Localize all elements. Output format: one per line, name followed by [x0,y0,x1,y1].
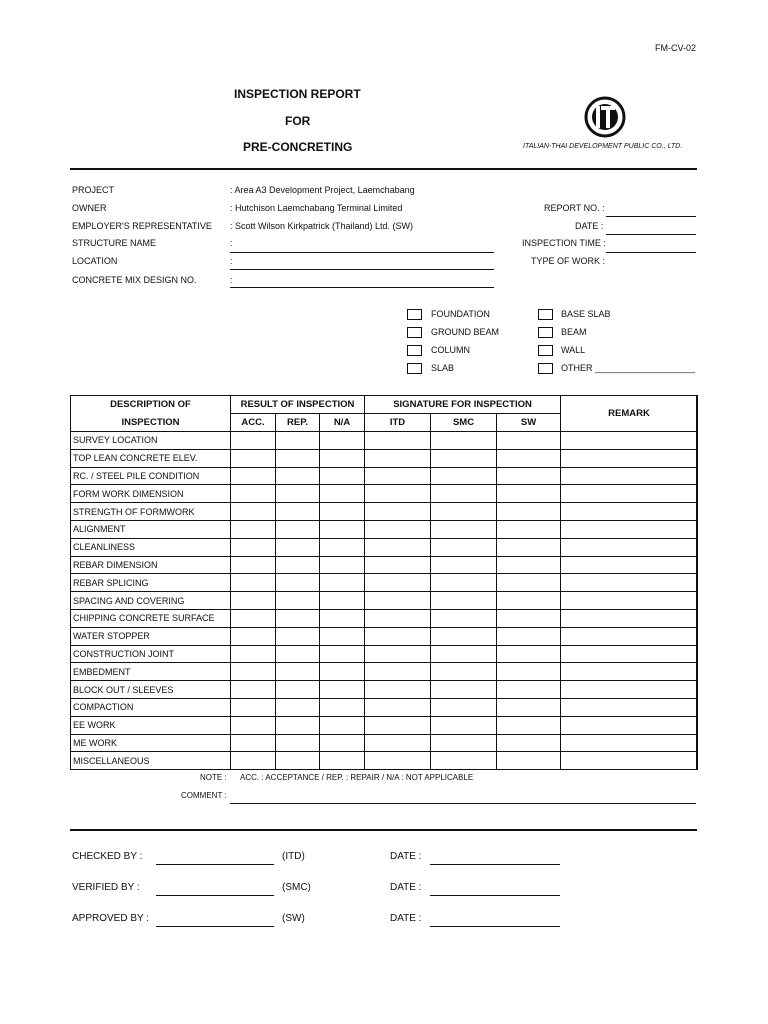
wall-checkbox[interactable] [538,345,553,356]
itd-signature-cell[interactable] [365,485,431,503]
remark-cell[interactable] [561,485,698,503]
itd-signature-cell[interactable] [365,432,431,450]
date-label: DATE : [575,221,604,231]
smc-signature-cell[interactable] [431,663,497,681]
na-cell[interactable] [320,698,365,716]
smc-signature-cell[interactable] [431,698,497,716]
description-header: DESCRIPTION OF [71,396,231,414]
inspection-item-label: CHIPPING CONCRETE SURFACE [71,609,231,627]
itd-signature-cell[interactable] [365,538,431,556]
verified-by-org: (SMC) [282,882,311,893]
itd-signature-cell[interactable] [365,716,431,734]
inspection-item-label: BLOCK OUT / SLEEVES [71,681,231,699]
itd-signature-cell[interactable] [365,520,431,538]
table-row [71,432,698,450]
beam-checkbox[interactable] [538,327,553,338]
remark-cell[interactable] [561,609,698,627]
smc-signature-cell[interactable] [431,449,497,467]
structure-name-field[interactable]: : [230,238,233,248]
inspection-item-label: STRENGTH OF FORMWORK [71,503,231,521]
sw-signature-cell[interactable] [497,449,561,467]
report-subtitle: PRE-CONCRETING [243,140,353,154]
smc-signature-cell[interactable] [431,734,497,752]
sw-signature-cell[interactable] [497,503,561,521]
column-label: COLUMN [431,345,471,355]
inspection-time-field[interactable] [606,252,696,253]
itd-header: ITD [365,414,431,432]
approved-date-label: DATE : [390,913,422,924]
company-logo-icon [584,96,626,138]
signature-header: SIGNATURE FOR INSPECTION [365,396,561,414]
na-cell[interactable] [320,627,365,645]
rep-cell[interactable] [276,609,320,627]
remark-cell[interactable] [561,627,698,645]
sw-signature-cell[interactable] [497,716,561,734]
remark-cell[interactable] [561,449,698,467]
ground-beam-checkbox[interactable] [407,327,422,338]
checked-by-org: (ITD) [282,851,305,862]
rep-cell[interactable] [276,698,320,716]
inspection-item-label: CLEANLINESS [71,538,231,556]
inspection-item-label: WATER STOPPER [71,627,231,645]
na-cell[interactable] [320,503,365,521]
rep-cell[interactable] [276,485,320,503]
table-row [71,467,698,485]
sw-signature-cell[interactable] [497,681,561,699]
mix-design-field[interactable]: : [230,275,233,285]
checked-by-label: CHECKED BY : [72,851,143,862]
itd-signature-cell[interactable] [365,449,431,467]
na-cell[interactable] [320,432,365,450]
sw-signature-cell[interactable] [497,627,561,645]
smc-signature-cell[interactable] [431,681,497,699]
form-code: FM-CV-02 [655,43,697,53]
table-row [71,752,698,770]
smc-signature-cell[interactable] [431,432,497,450]
comment-field[interactable] [230,803,696,804]
table-row [71,609,698,627]
location-field[interactable]: : [230,256,233,266]
rep-cell[interactable] [276,716,320,734]
foundation-checkbox[interactable] [407,309,422,320]
na-cell[interactable] [320,609,365,627]
acc-cell[interactable] [231,467,276,485]
rep-cell[interactable] [276,627,320,645]
sw-signature-cell[interactable] [497,663,561,681]
remark-cell[interactable] [561,503,698,521]
remark-cell[interactable] [561,663,698,681]
inspection-item-label: REBAR SPLICING [71,574,231,592]
acc-cell[interactable] [231,556,276,574]
inspection-item-label: RC. / STEEL PILE CONDITION [71,467,231,485]
sw-signature-cell[interactable] [497,538,561,556]
remark-cell[interactable] [561,538,698,556]
table-row [71,645,698,663]
inspection-time-label: INSPECTION TIME : [522,238,606,248]
type-of-work-label: TYPE OF WORK : [531,256,606,266]
na-cell[interactable] [320,485,365,503]
remark-header: REMARK [561,396,698,432]
remark-cell[interactable] [561,681,698,699]
other-checkbox[interactable] [538,363,553,374]
acc-cell[interactable] [231,432,276,450]
inspection-item-label: SPACING AND COVERING [71,592,231,610]
inspection-item-label: COMPACTION [71,698,231,716]
remark-cell[interactable] [561,716,698,734]
itd-signature-cell[interactable] [365,627,431,645]
inspection-item-label: SURVEY LOCATION [71,432,231,450]
smc-header: SMC [431,414,497,432]
na-cell[interactable] [320,716,365,734]
itd-signature-cell[interactable] [365,698,431,716]
rep-header: REP. [276,414,320,432]
smc-signature-cell[interactable] [431,716,497,734]
itd-signature-cell[interactable] [365,503,431,521]
base-slab-label: BASE SLAB [561,309,611,319]
smc-signature-cell[interactable] [431,645,497,663]
na-cell[interactable] [320,449,365,467]
company-name: ITALIAN-THAI DEVELOPMENT PUBLIC CO., LTD. [523,143,683,150]
sw-signature-cell[interactable] [497,734,561,752]
verified-by-field[interactable] [156,895,274,896]
sw-signature-cell[interactable] [497,467,561,485]
wall-label: WALL [561,345,586,355]
acc-cell[interactable] [231,592,276,610]
inspection-item-label: ALIGNMENT [71,520,231,538]
approved-by-label: APPROVED BY : [72,913,150,924]
smc-signature-cell[interactable] [431,556,497,574]
itd-signature-cell[interactable] [365,645,431,663]
inspection-item-label: EMBEDMENT [71,663,231,681]
rep-cell[interactable] [276,520,320,538]
owner-value: : Hutchison Laemchabang Terminal Limited [230,203,403,213]
rep-cell[interactable] [276,432,320,450]
acc-cell[interactable] [231,752,276,770]
smc-signature-cell[interactable] [431,574,497,592]
employer-rep-label: EMPLOYER'S REPRESENTATIVE [72,221,212,231]
inspection-item-label: EE WORK [71,716,231,734]
rep-cell[interactable] [276,467,320,485]
acc-cell[interactable] [231,663,276,681]
note-text: ACC. : ACCEPTANCE / REP. : REPAIR / N/A : NOT APPLICABLE [240,773,474,782]
rep-cell[interactable] [276,681,320,699]
acc-cell[interactable] [231,449,276,467]
rep-cell[interactable] [276,574,320,592]
result-header: RESULT OF INSPECTION [231,396,365,414]
smc-signature-cell[interactable] [431,520,497,538]
rep-cell[interactable] [276,503,320,521]
na-cell[interactable] [320,681,365,699]
column-checkbox[interactable] [407,345,422,356]
itd-signature-cell[interactable] [365,681,431,699]
acc-cell[interactable] [231,681,276,699]
employer-rep-value: : Scott Wilson Kirkpatrick (Thailand) Ltd. (SW) [230,221,414,231]
smc-signature-cell[interactable] [431,592,497,610]
acc-cell[interactable] [231,645,276,663]
smc-signature-cell[interactable] [431,485,497,503]
table-row [71,503,698,521]
rep-cell[interactable] [276,538,320,556]
na-cell[interactable] [320,734,365,752]
inspection-item-label: FORM WORK DIMENSION [71,485,231,503]
foundation-label: FOUNDATION [431,309,490,319]
rep-cell[interactable] [276,592,320,610]
inspection-item-label: MISCELLANEOUS [71,752,231,770]
rep-cell[interactable] [276,645,320,663]
rep-cell[interactable] [276,449,320,467]
inspection-table [70,395,698,770]
table-row [71,574,698,592]
table-row [71,681,698,699]
na-cell[interactable] [320,467,365,485]
structure-name-label: STRUCTURE NAME [72,238,157,248]
date-field[interactable] [606,234,696,235]
acc-header: ACC. [231,414,276,432]
sw-signature-cell[interactable] [497,645,561,663]
smc-signature-cell[interactable] [431,467,497,485]
table-row [71,485,698,503]
remark-cell[interactable] [561,752,698,770]
base-slab-checkbox[interactable] [538,309,553,320]
acc-cell[interactable] [231,520,276,538]
rep-cell[interactable] [276,734,320,752]
remark-cell[interactable] [561,520,698,538]
acc-cell[interactable] [231,503,276,521]
header-divider [70,168,697,170]
report-no-label: REPORT NO. : [544,203,605,213]
rep-cell[interactable] [276,556,320,574]
table-row [71,698,698,716]
description-header-2: INSPECTION [71,414,231,432]
rep-cell[interactable] [276,752,320,770]
slab-checkbox[interactable] [407,363,422,374]
smc-signature-cell[interactable] [431,609,497,627]
note-label: NOTE : [200,773,227,782]
inspection-item-label: ME WORK [71,734,231,752]
location-line [230,269,494,270]
sw-signature-cell[interactable] [497,485,561,503]
approved-by-org: (SW) [282,913,305,924]
itd-signature-cell[interactable] [365,663,431,681]
inspection-item-label: TOP LEAN CONCRETE ELEV. [71,449,231,467]
acc-cell[interactable] [231,627,276,645]
inspection-item-label: REBAR DIMENSION [71,556,231,574]
remark-cell[interactable] [561,734,698,752]
itd-signature-cell[interactable] [365,467,431,485]
remark-cell[interactable] [561,592,698,610]
other-label: OTHER ____________________ [561,363,696,373]
remark-cell[interactable] [561,556,698,574]
ground-beam-label: GROUND BEAM [431,327,500,337]
table-row [71,663,698,681]
mix-design-label: CONCRETE MIX DESIGN NO. [72,275,197,285]
sw-signature-cell[interactable] [497,556,561,574]
itd-signature-cell[interactable] [365,556,431,574]
na-cell[interactable] [320,592,365,610]
structure-name-line [230,252,494,253]
owner-label: OWNER [72,203,107,213]
acc-cell[interactable] [231,716,276,734]
approved-date-field[interactable] [430,926,560,927]
sw-signature-cell[interactable] [497,752,561,770]
itd-signature-cell[interactable] [365,752,431,770]
smc-signature-cell[interactable] [431,503,497,521]
na-cell[interactable] [320,520,365,538]
sw-signature-cell[interactable] [497,574,561,592]
smc-signature-cell[interactable] [431,627,497,645]
acc-cell[interactable] [231,609,276,627]
itd-signature-cell[interactable] [365,734,431,752]
na-cell[interactable] [320,663,365,681]
sw-signature-cell[interactable] [497,592,561,610]
rep-cell[interactable] [276,663,320,681]
checked-date-label: DATE : [390,851,422,862]
sw-signature-cell[interactable] [497,520,561,538]
acc-cell[interactable] [231,698,276,716]
inspection-item-label: CONSTRUCTION JOINT [71,645,231,663]
checked-date-field[interactable] [430,864,560,865]
remark-cell[interactable] [561,574,698,592]
na-cell[interactable] [320,538,365,556]
itd-signature-cell[interactable] [365,609,431,627]
table-row [71,627,698,645]
report-title-for: FOR [285,114,311,128]
project-label: PROJECT [72,185,115,195]
acc-cell[interactable] [231,485,276,503]
report-no-field[interactable] [606,216,696,217]
na-cell[interactable] [320,574,365,592]
verified-by-label: VERIFIED BY : [72,882,140,893]
mix-design-line [230,287,494,288]
project-value: : Area A3 Development Project, Laemchabang [230,185,415,195]
remark-cell[interactable] [561,467,698,485]
sw-signature-cell[interactable] [497,432,561,450]
footer-divider [70,829,697,831]
report-title: INSPECTION REPORT [234,87,361,101]
slab-label: SLAB [431,363,455,373]
approved-by-field[interactable] [156,926,274,927]
acc-cell[interactable] [231,538,276,556]
comment-label: COMMENT : [181,791,227,800]
table-row [71,538,698,556]
itd-signature-cell[interactable] [365,592,431,610]
na-cell[interactable] [320,645,365,663]
na-header: N/A [320,414,365,432]
itd-signature-cell[interactable] [365,574,431,592]
sw-header: SW [497,414,561,432]
remark-cell[interactable] [561,645,698,663]
remark-cell[interactable] [561,698,698,716]
smc-signature-cell[interactable] [431,752,497,770]
remark-cell[interactable] [561,432,698,450]
location-label: LOCATION [72,256,118,266]
beam-label: BEAM [561,327,587,337]
acc-cell[interactable] [231,734,276,752]
verified-date-label: DATE : [390,882,422,893]
sw-signature-cell[interactable] [497,698,561,716]
na-cell[interactable] [320,556,365,574]
acc-cell[interactable] [231,574,276,592]
verified-date-field[interactable] [430,895,560,896]
table-row [71,592,698,610]
table-row [71,716,698,734]
table-row [71,734,698,752]
sw-signature-cell[interactable] [497,609,561,627]
table-row [71,449,698,467]
table-row [71,556,698,574]
table-row [71,520,698,538]
na-cell[interactable] [320,752,365,770]
checked-by-field[interactable] [156,864,274,865]
smc-signature-cell[interactable] [431,538,497,556]
